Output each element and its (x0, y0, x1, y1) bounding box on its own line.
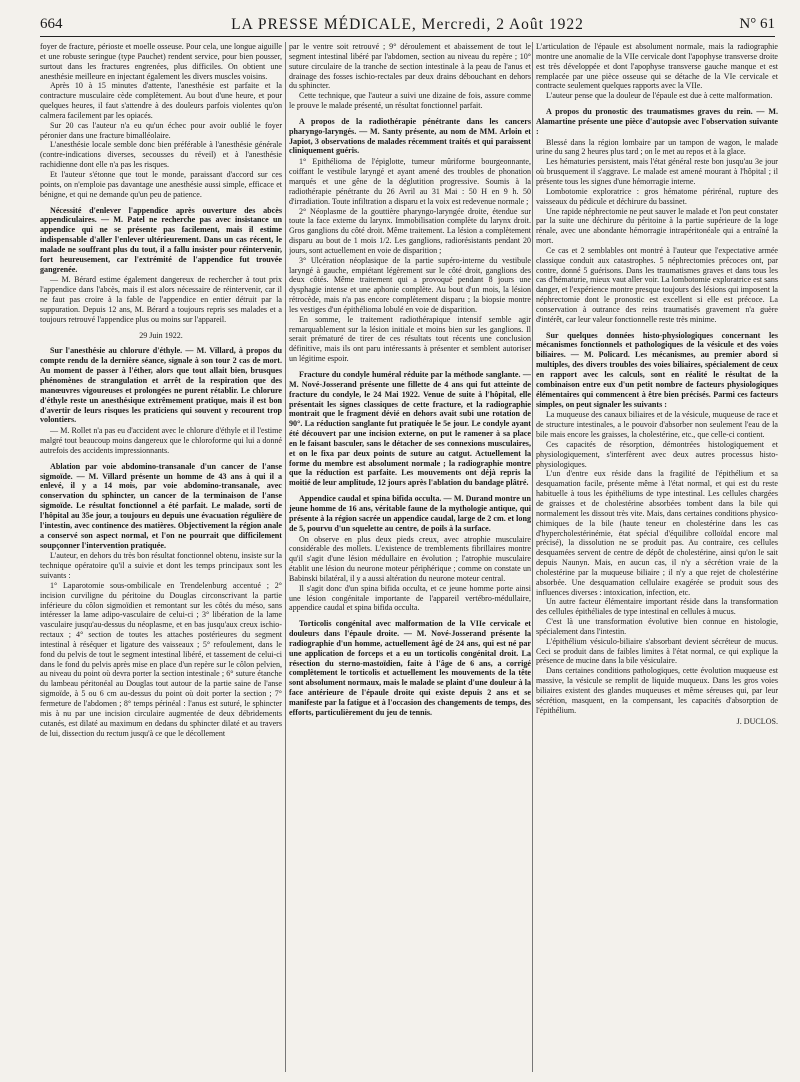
column-1 (40, 42, 282, 1072)
author-signature: J. DUCLOS. (736, 716, 778, 726)
issue-number: N° 61 (739, 16, 775, 32)
column-divider (532, 42, 533, 1072)
paragraph: 3° Ulcération néoplasique de la partie supéro-interne du vestibule laryngé à gauche, empiétant légèrement sur le côté droit, ganglions des deux côtés. Même traitement qui a provoqué pendant 8 jours une dysphagie intense et une aphonie complète. Au bout d'un mois, la lésion rétrocède, mais n'a pas encore complètement disparu ; la biopsie montre les vestiges d'un épithélioma lobulé en voie de disparition. (289, 255, 531, 314)
column-2 (289, 42, 531, 1072)
paragraph: Dans certaines conditions pathologiques, cette évolution muqueuse est massive, la vésicule se remplit de liquide muqueux. Dans les gros voies biliaires existent des glandes muqueuses et même séreuses qui, par leur sécrétion, masquent, en la compensant, les capacités d'absorption de l'épithélium. (536, 666, 778, 715)
paragraph: En somme, le traitement radiothérapique intensif semble agir remarquablement sur la lésion initiale et moins bien sur les ganglions. Il serait prématuré de tirer de ces résultats tout récents une conclusion définitive, mais ils ont paru intéressants à présenter et semblent autoriser un légitime espoir. (289, 314, 531, 364)
paragraph: L'articulation de l'épaule est absolument normale, mais la radiographie montre une anomalie de la VIIe cervicale dont l'apophyse transverse droite est très développée et dont l'apophyse transverse gauche manque et est remplacée par une pièce osseuse qui se détache de la VIe cervicale et contracte seulement quelques rapports avec la VIIe. (536, 42, 778, 91)
page-header (40, 14, 775, 37)
paragraph: 1° Laparotomie sous-ombilicale en Trendelenburg accentué ; 2° incision curviligne du péritoine du Douglas circonscrivant la partie inférieure du côlon sigmoïdien et remontant sur les côtés du méso, sans intéresser la lame adipo-vasculaire de celui-ci ; 3° libération de la lame vasculaire jusqu'au-dessus du néoplasme, et en bas jusqu'aux creux ischio-rectaux ; 4° section de toutes les attaches postérieures du segment intestinal à réséquer et ligature des vaisseaux ; 5° refoulement, dans le fond du pelvis de tout le segment intestinal libéré, et tassement de celui-ci dans le fond du pelvis après mise en place d'un repère sur le côlon pelvien, au niveau du point où devra porter la section intestinale ; 6° suture étanche du lambeau péritonéal au Douglas tout autour de la partie saine de l'anse sigmoïde, à 5 ou 6 cm au-dessus du point où doit porter la section ; 7° fermeture de l'abdomen ; 8° temps périnéal : l'anus est suturé, le sphincter mis à nu par une incision circulaire augmentée de deux débridements cutanés, est dilaté au maximum en dedans du sphincter dilaté et au travers de lui, dissection du rectum jusqu'à ce que le décollement (40, 580, 282, 738)
section-heading: A propos de la radiothérapie pénétrante dans les cancers pharyngo-laryngés. — M. Santy présente, au nom de MM. Arloin et Japiot, 3 observations de malades récemment traités et qui paraissent cliniquement guéris. (289, 116, 531, 156)
section-heading: Ablation par voie abdomino-transanale d'un cancer de l'anse sigmoïde. — M. Villard présente un homme de 43 ans à qui il a enlevé, il y a 14 mois, par voie abdomino-transanale, avec conservation du sphincter, un cancer de la terminaison de l'anse sigmoïde. Le résultat fonctionnel a été parfait. Le malade, sorti de l'hôpital au 35e jour, a toujours eu depuis une évacuation régulière de l'intestin, avec continence des matières. Objectivement la région anale a conservé son aspect normal, et l'on ne pourrait que difficilement soupçonner l'intervention pratiquée. (40, 461, 282, 550)
session-date: 29 Juin 1922. (139, 330, 183, 340)
paragraph: On observe en plus deux pieds creux, avec atrophie musculaire considérable des mollets. L'existence de tremblements fibrillaires montre qu'il s'agit d'une lésion médullaire en évolution ; l'atrophie musculaire établit une lésion du neurone moteur périphérique ; comme on constate un Babinski bilatéral, il y a aussi altération du neurone moteur central. (289, 534, 531, 583)
section-heading: Sur l'anesthésie au chlorure d'éthyle. — M. Villard, à propos du compte rendu de la dernière séance, signale à son tour 2 cas de mort. Au moment de passer à l'éther, alors que tout allait bien, brusques phénomènes de strangulation et arrêt de la respiration que des manœuvres vigoureuses et prolongées ne purent rétablir. Le chlorure d'éthyle reste un anesthésique extrêmement pratique, mais il est bon d'avertir de leurs risques les praticiens qui souvent y recourent trop volontiers. (40, 346, 282, 425)
section-heading: Torticolis congénital avec malformation de la VIIe cervicale et douleurs dans l'épaule droite. — M. Nové-Josserand présente la radiographie d'un homme, actuellement âgé de 24 ans, qui est né par une application de forceps et a eu un torticolis congénital droit. La résection du sterno-mastoïdien, faite à l'âge de 6 ans, a corrigé complètement le torticolis et actuellement les mouvements de la tête sont absolument normaux, mais le malade se plaint d'une douleur à la face antérieure de l'épaule droite qui existe depuis 2 ans et se manifeste par la fatigue et à l'occasion des changements de temps, des efforts, particulièrement du jeu de tennis. (289, 619, 531, 717)
paragraph: Il s'agit donc d'un spina bifida occulta, et ce jeune homme porte ainsi une lésion congénitale importante de l'appareil vertébro-médullaire, appendice caudal et spina bifida occulta. (289, 583, 531, 613)
section-heading: Appendice caudal et spina bifida occulta. — M. Durand montre un jeune homme de 16 ans, véritable faune de la mythologie antique, qui présente à la région sacrée un appendice caudal, large de 2 cm. et long de 5, pourvu d'un squelette au centre, de poils à la surface. (289, 494, 531, 533)
paragraph: L'anesthésie locale semble donc bien préférable à l'anesthésie générale (contre-indications diverses, secousses du réveil) et à l'anesthésie rachidienne dont elle n'a pas les risques. (40, 140, 282, 170)
section-heading: Sur quelques données histo-physiologiques concernant les mécanismes fonctionnels et pathologiques de la vésicule et des voies biliaires. — M. Policard. Les mécanismes, au premier abord si multiples, des divers troubles des voies biliaires, spécialement de ceux en rapport avec les calculs, sont en réalité le résultat de la combinaison entre eux d'un petit nombre de facteurs physiologiques élémentaires qui commencent à être bien précisés. Parmi ces facteurs simples, on peut signaler les suivants : (536, 330, 778, 409)
paragraph: Lombotomie exploratrice : gros hématome périrénal, rupture des vaisseaux du pédicule et déchirure du bassinet. (536, 186, 778, 206)
paragraph: Les hématuries persistent, mais l'état général reste bon jusqu'au 3e jour où brusquement il s'aggrave. Le malade est amené mourant à l'hôpital ; il présente tous les signes d'une hémorragie interne. (536, 157, 778, 186)
paragraph: La muqueuse des canaux biliaires et de la vésicule, muqueuse de race et de structure intestinales, a le pouvoir d'absorber non seulement l'eau de la bile mais encore les graisses, la cholestérine, etc., que celle-ci contient. (536, 410, 778, 440)
column-divider (285, 42, 286, 1072)
paragraph: Ce cas et 2 semblables ont montré à l'auteur que l'expectative armée classique conduit aux catastrophes. 5 néphrectomies précoces ont, par contre, donné 5 guérisons. Dans les traumatismes graves et dans tous les cas d'hématurie, mieux vaut aller voir. La lombotomie exploratrice est sans danger, et l'expérience montre presque toujours des lésions qui imposent la néphrectomie dont le pronostic est excellent si elle est précoce. La conservation à outrance des reins traumatisés gravement n'a guère d'intérêt, car leur valeur fonctionnelle reste très minime. (536, 245, 778, 324)
paragraph: L'auteur, en dehors du très bon résultat fonctionnel obtenu, insiste sur la technique opératoire qu'il a suivie et dont les temps principaux sont les suivants : (40, 551, 282, 581)
paragraph: Blessé dans la région lombaire par un tampon de wagon, le malade urine du sang 2 heures plus tard ; on le met au repos et à la glace. (536, 137, 778, 157)
paragraph: — M. Bérard estime également dangereux de rechercher à tout prix l'appendice dans l'abcès, mais il est alors nécessaire de réintervenir, car il ne faut pas croire à la fable de l'appendice en entier détruit par la suppuration. Depuis 12 ans, M. Bérard a toujours repris ses malades et a toujours retrouvé l'appendice plus ou moins sur l'appareil. (40, 275, 282, 324)
paragraph: — M. Rollet n'a pas eu d'accident avec le chlorure d'éthyle et il l'estime malgré tout beaucoup moins dangereux que le chloroforme qui lui a donné autrefois des accidents impressionnants. (40, 426, 282, 455)
paragraph: C'est là une transformation évolutive bien connue en histologie, spécialement dans l'intestin. (536, 617, 778, 636)
section-heading: A propos du pronostic des traumatismes graves du rein. — M. Alamartine présente une pièce d'autopsie avec l'observation suivante : (536, 107, 778, 136)
paragraph: Et l'auteur s'étonne que tout le monde, paraissant d'accord sur ces points, on n'emploie pas davantage une anesthésie aussi simple, efficace et bénigne, et qui ne demande qu'un peu de patience. (40, 169, 282, 199)
paragraph: L'auteur pense que la douleur de l'épaule est due à cette malformation. (546, 91, 773, 101)
paragraph: Cette technique, que l'auteur a suivi une dizaine de fois, assure comme le prouve le malade présenté, un résultat fonctionnel parfait. (289, 91, 531, 111)
paragraph: Sur 20 cas l'auteur n'a eu qu'un échec pour avoir oublié le foyer péronier dans une fracture bimalléolaire. (40, 120, 282, 140)
journal-title: LA PRESSE MÉDICALE, Mercredi, 2 Août 1922 (231, 16, 584, 33)
paragraph: 2° Néoplasme de la gouttière pharyngo-laryngée droite, étendue sur toute la face externe du larynx. Immobilisation complète du larynx droit. Gros ganglions du côté droit. Même traitement. La lésion a complètement disparu au bout de 1 mois 1/2. Les ganglions, radiorésistants pendant 20 jours, sont actuellement en voie de disparition ; (289, 206, 531, 255)
paragraph: Un autre facteur élémentaire important réside dans la transformation des cellules épithéliales de type intestinal en cellules à mucus. (536, 597, 778, 617)
paragraph: foyer de fracture, périoste et moelle osseuse. Pour cela, une longue aiguille et une robuste seringue (type Pauchet) rendent service, pour bien pousser, surtout dans les fractures engrenées, plus difficiles. On obtient une anesthésie meilleure en injectant également les divers muscles voisins. (40, 42, 282, 81)
paragraph: Ces capacités de résorption, démontrées histologiquement et physiologiquement, s'interfèrent avec deux autres processus histo-physiologiques. (536, 439, 778, 469)
column-3 (536, 42, 778, 1072)
section-heading: Fracture du condyle huméral réduite par la méthode sanglante. — M. Nové-Josserand présente une fillette de 4 ans qui fut atteinte de fracture du condyle, le 24 Mai 1922. Venue de suite à l'hôpital, elle présentait les signes classiques de cette fracture, et la radiographie montrait que le fragment dévié en dehors avait subi une rotation de 90°. La réduction sanglante fut pratiquée le 5e jour. Le condyle ayant été découvert par une incision externe, on put le ramener à sa place en le faisant basculer, sans le détacher de ses connexions musculaires, et on le fixa par deux points de suture au catgut. Actuellement la forme du membre est absolument normale ; la radiographie montre que la réduction est parfaite. Les mouvements ont déjà repris la moitié de leur amplitude, 12 jours après l'ablation du bandage plâtré. (289, 370, 531, 488)
paragraph: Une rapide néphrectomie ne peut sauver le malade et l'on peut constater par la suite une déchirure du péritoine à la partie supérieure de la loge rénale, avec une abondante hémorragie intrapéritonéale qui a entraîné la mort. (536, 206, 778, 246)
paragraph: par le ventre soit retrouvé ; 9° déroulement et abaissement de tout le segment intestinal libéré par l'abdomen, section au niveau du repère ; 10° suture circulaire de la tranche de section intestinale à la peau de l'anus et drainage des fosses ischio-rectales par deux drains débouchant en dehors du sphincter. (289, 42, 531, 91)
section-heading: Nécessité d'enlever l'appendice après ouverture des abcès appendiculaires. — M. Patel ne recherche pas avec insistance un appendice qui ne se présente pas facilement, mais il estime indispensable d'aller l'enlever ultérieurement. Dans un cas récent, le malade ne souffrant plus du tout, il a fallu insister pour réintervenir, fort heureusement, car l'extrémité de l'appendice fut trouvée gangrenée. (40, 205, 282, 274)
paragraph: L'épithélium vésiculo-biliaire s'absorbant devient sécréteur de mucus. Ceci se produit dans de faibles limites à l'état normal, ce qui explique la présence de mucine dans la bile vésiculaire. (536, 636, 778, 666)
paragraph: 1° Epithélioma de l'épiglotte, tumeur mûriforme bourgeonnante, coiffant le vestibule laryngé et ayant amené des troubles de phonation marqués et une gêne de la déglutition progressive. Soumis à la radiothérapie pénétrante du 26 Avril au 31 Mai : 50 H en 9 h. 50 d'irradiation. Toute infiltration a disparu et la voix est redevenue normale ; (289, 157, 531, 206)
paragraph: Après 10 à 15 minutes d'attente, l'anesthésie est parfaite et la contracture musculaire cède complètement. Au bout d'une heure, et pour quelques heures, il faut s'attendre à des douleurs parfois violentes qu'on calmera facilement par les opiacés. (40, 81, 282, 120)
page-number: 664 (40, 16, 63, 32)
paragraph: L'un d'entre eux réside dans la fragilité de l'épithélium et sa desquamation facile, présente même à l'état normal, et qui est du reste habituelle à tous les épithéliums de type intestinal. Les cellules chargées de graisses et de cholestérine absorbées tombent dans la bile qui normalement les dissout très vite. Mais, dans certaines conditions physico-chimiques de la bile (haute teneur en cholestérine dans les cas d'hypercholestérinémie, état spécial d'équilibre colloïdal encore mal précisé), la dissolution ne se produit pas. Au contraire, ces cellules desquamées servent de centre de dépôt de cholestérine, ainsi qu'on le sait depuis Naunyn. Mais, en aucun cas, il n'y a sécrétion vraie de la cholestérine par la muqueuse biliaire ; il n'y a que rejet de cholestérine absorbée. Une desquamation cellulaire exagérée se produit sous des influences diverses : intoxication, infection, etc. (536, 469, 778, 597)
